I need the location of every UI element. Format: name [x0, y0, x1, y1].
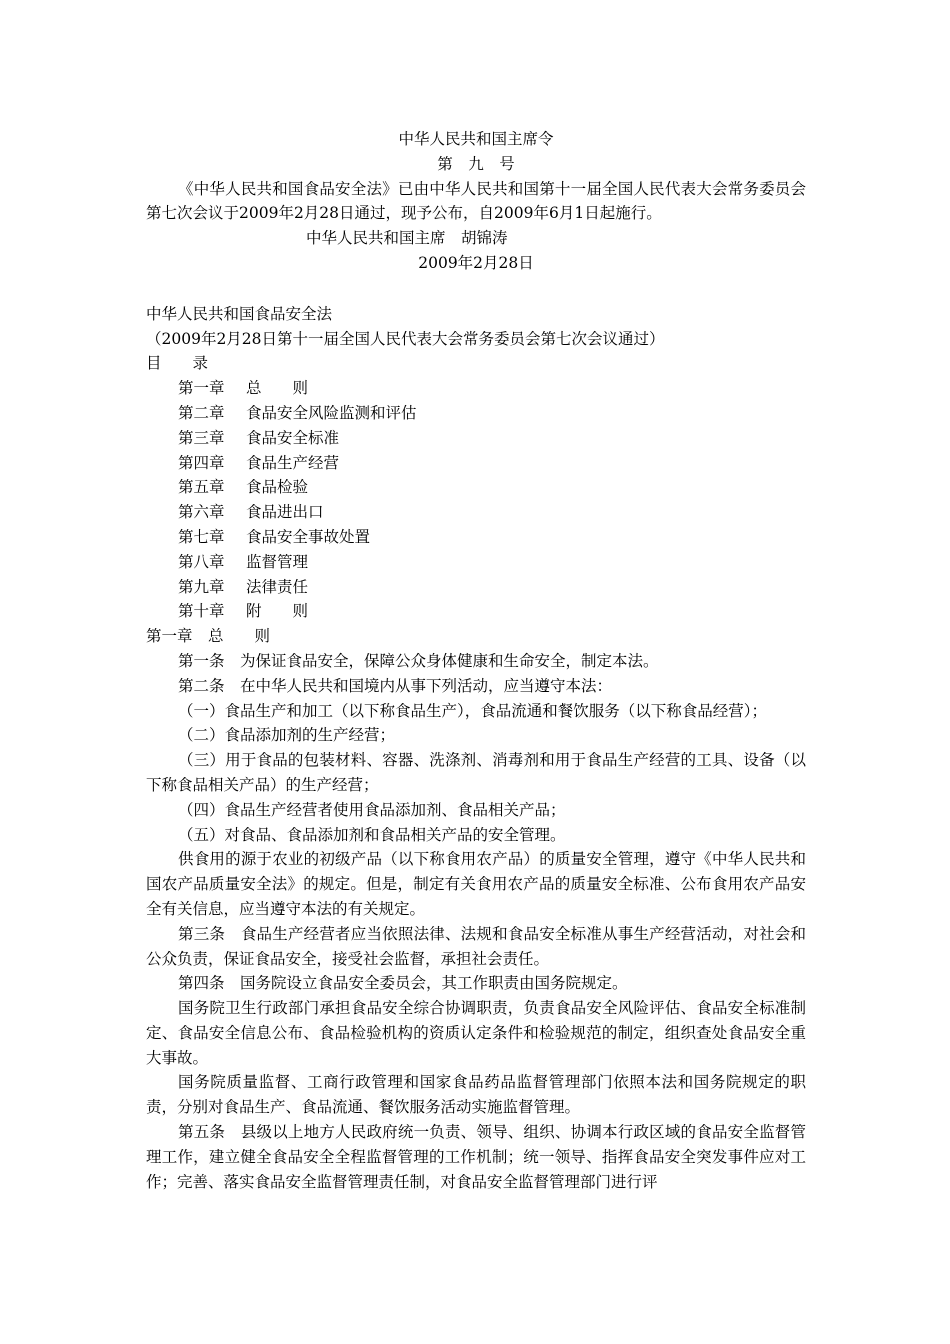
- toc-chapter-title: 食品检验: [246, 478, 309, 497]
- signature: 中华人民共和国主席 胡锦涛: [306, 229, 508, 248]
- toc-chapter-title: 食品安全事故处置: [246, 527, 371, 546]
- article-paragraph: 国务院卫生行政部门承担食品安全综合协调职责，负责食品安全风险评估、食品安全标准制定、食品安全信息公布、食品检验机构的资质认定条件和检验规范的制定，组织查处食品安全重大事故。: [146, 999, 806, 1067]
- article-paragraph: 国务院质量监督、工商行政管理和国家食品药品监督管理部门依照本法和国务院规定的职责，分别对食品生产、食品流通、餐饮服务活动实施监督管理。: [146, 1073, 806, 1117]
- order-body: 《中华人民共和国食品安全法》已由中华人民共和国第十一届全国人民代表大会常务委员会第七次会议于2009年2月28日通过，现予公布，自2009年6月1日起施行。: [146, 179, 806, 223]
- toc-chapter-title: 食品进出口: [246, 503, 324, 522]
- toc-chapter-title: 食品安全风险监测和评估: [246, 403, 417, 422]
- toc-chapter-title: 法律责任: [246, 577, 309, 596]
- toc-chapter-number: 第二章: [178, 403, 225, 422]
- article-paragraph: 第三条 食品生产经营者应当依照法律、法规和食品安全标准从事生产经营活动，对社会和公众负责，保证食品安全，接受社会监督，承担社会责任。: [146, 924, 806, 968]
- table-of-contents: [146, 376, 806, 624]
- toc-chapter-number: 第八章: [178, 552, 225, 571]
- toc-chapter-title: 食品安全标准: [246, 428, 340, 447]
- toc-item: [146, 525, 806, 550]
- toc-item: [146, 475, 806, 500]
- toc-item: [146, 599, 806, 624]
- order-date: 2009年2月28日: [418, 253, 534, 272]
- toc-item: [146, 376, 806, 401]
- toc-item: [146, 426, 806, 451]
- toc-chapter-title: 食品生产经营: [246, 453, 340, 472]
- article-item: （二）食品添加剂的生产经营；: [178, 726, 396, 745]
- toc-item: [146, 550, 806, 575]
- toc-item: [146, 575, 806, 600]
- law-title: 中华人民共和国食品安全法: [146, 304, 333, 323]
- toc-chapter-title: 附 则: [246, 602, 309, 621]
- toc-chapter-number: 第四章: [178, 453, 225, 472]
- toc-item: [146, 500, 806, 525]
- toc-chapter-number: 第一章: [178, 379, 225, 398]
- toc-item: [146, 451, 806, 476]
- article-paragraph: 第四条 国务院设立食品安全委员会，其工作职责由国务院规定。: [178, 974, 628, 993]
- document-body: [146, 127, 806, 1194]
- toc-chapter-number: 第七章: [178, 527, 225, 546]
- toc-chapter-number: 第十章: [178, 602, 225, 621]
- chapter-heading: 第一章 总 则: [146, 627, 271, 646]
- article-item: （四）食品生产经营者使用食品添加剂、食品相关产品；: [178, 800, 566, 819]
- toc-chapter-title: 监督管理: [246, 552, 309, 571]
- toc-chapter-number: 第五章: [178, 478, 225, 497]
- article-paragraph: 第一条 为保证食品安全，保障公众身体健康和生命安全，制定本法。: [178, 651, 659, 670]
- section-gap: [146, 276, 806, 302]
- article-item: （三）用于食品的包装材料、容器、洗涤剂、消毒剂和用于食品生产经营的工具、设备（以下称食品相关产品）的生产经营；: [146, 751, 806, 794]
- article-item: （五）对食品、食品添加剂和食品相关产品的安全管理。: [178, 825, 566, 844]
- toc-chapter-title: 总 则: [246, 379, 309, 398]
- chapter-body: [146, 649, 806, 1195]
- article-paragraph: 供食用的源于农业的初级产品（以下称食用农产品）的质量安全管理，遵守《中华人民共和国农产品质量安全法》的规定。但是，制定有关食用农产品的质量安全标准、公布食用农产品安全有关信息，应当遵守本法的有关规定。: [146, 850, 806, 918]
- order-number: 第 九 号: [437, 154, 515, 173]
- article-paragraph: 第二条 在中华人民共和国境内从事下列活动，应当遵守本法：: [178, 676, 613, 695]
- toc-heading: 目 录: [146, 354, 209, 373]
- toc-item: [146, 401, 806, 426]
- article-item: （一）食品生产和加工（以下称食品生产），食品流通和餐饮服务（以下称食品经营）；: [178, 701, 768, 720]
- toc-chapter-number: 第三章: [178, 428, 225, 447]
- order-title: 中华人民共和国主席令: [398, 130, 554, 148]
- article-paragraph: 第五条 县级以上地方人民政府统一负责、领导、组织、协调本行政区域的食品安全监督管理工作，建立健全食品安全全程监督管理的工作机制；统一领导、指挥食品安全突发事件应对工作；完善、落实食品安全监督管理责任制，对食品安全监督管理部门进行评: [146, 1123, 806, 1191]
- toc-chapter-number: 第六章: [178, 503, 225, 522]
- law-adoption-note: （2009年2月28日第十一届全国人民代表大会常务委员会第七次会议通过）: [146, 329, 665, 348]
- toc-chapter-number: 第九章: [178, 577, 225, 596]
